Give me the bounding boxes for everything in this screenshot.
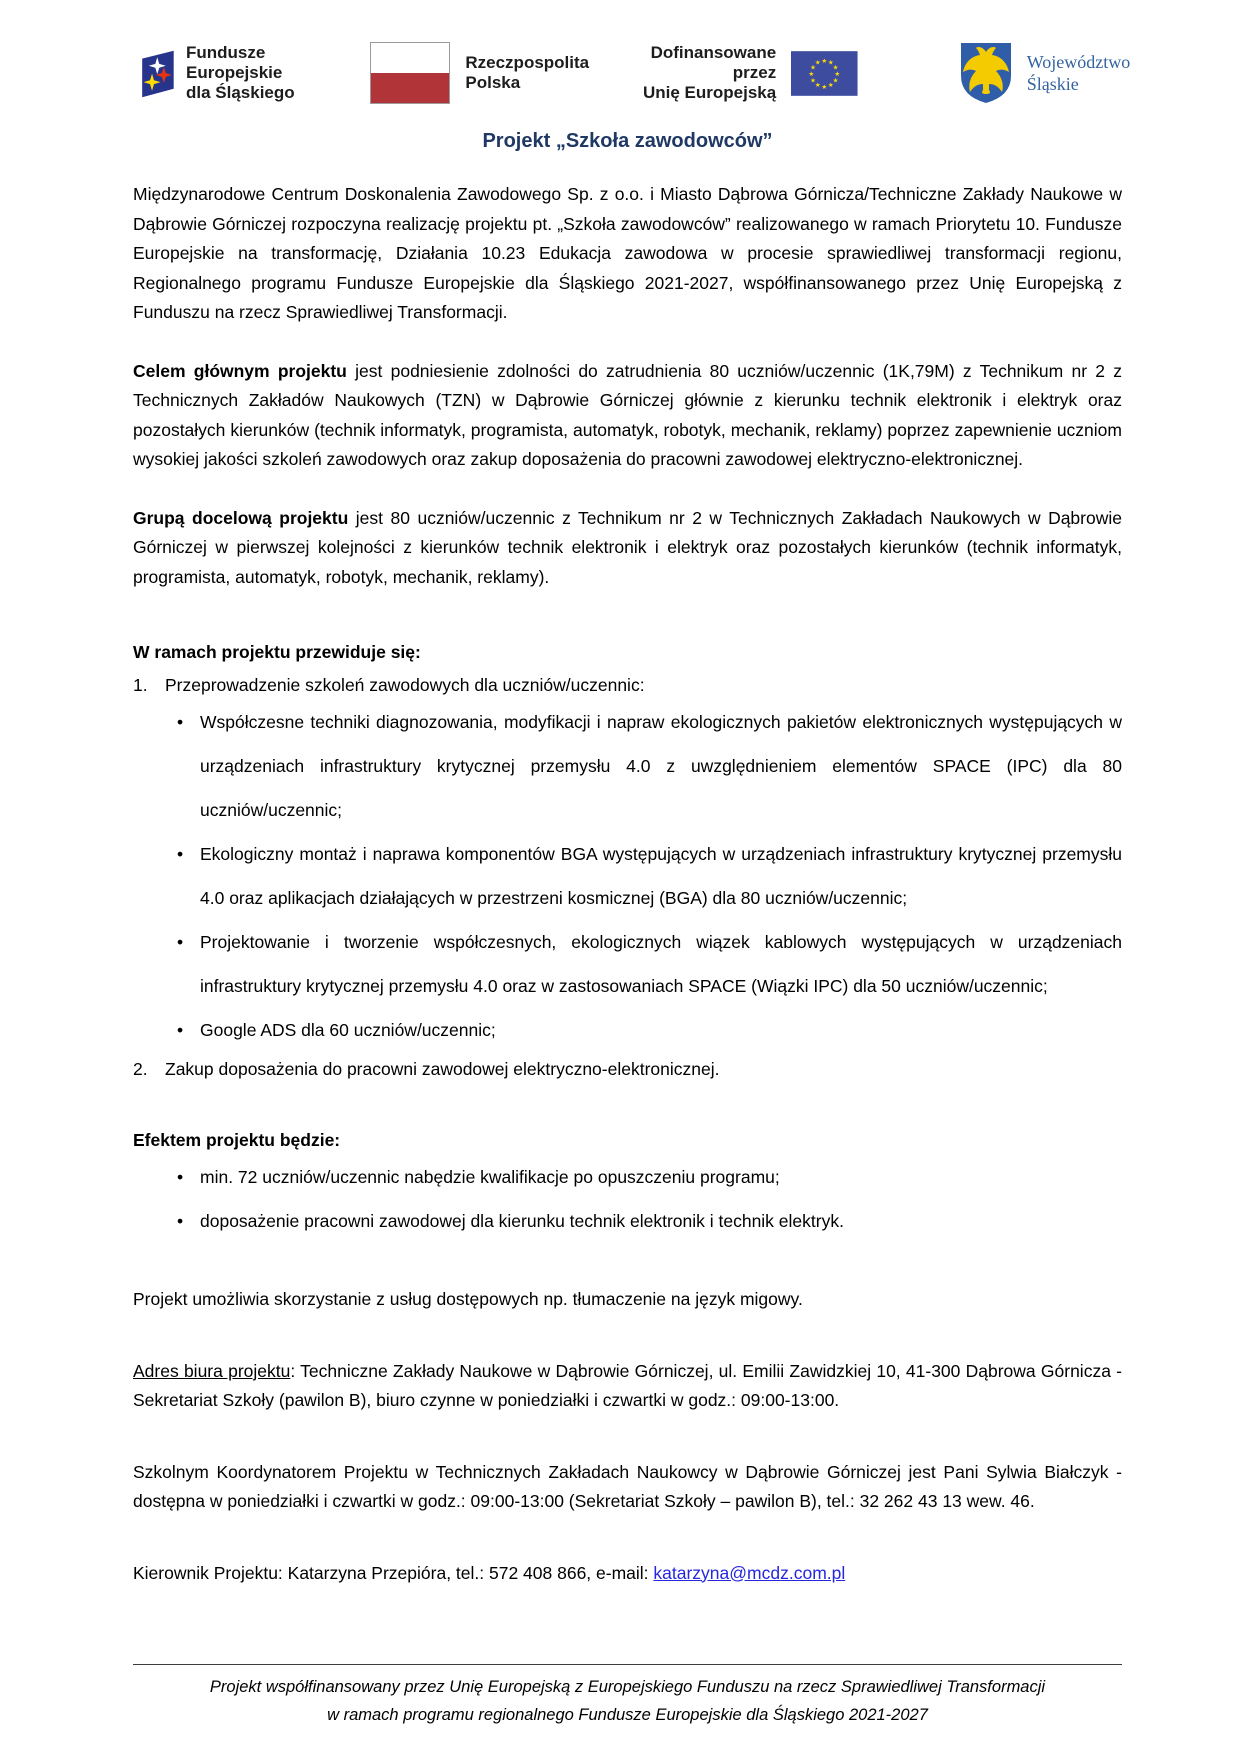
svg-text:★: ★ xyxy=(808,69,815,78)
list-item: • doposażenie pracowni zawodowej dla kierunku technik elektronik i technik elektryk. xyxy=(200,1199,1122,1243)
logo-fundusze-europejskie xyxy=(133,35,304,111)
item-number: 2. xyxy=(133,1058,148,1079)
target-lead: Grupą docelową projektu xyxy=(133,507,349,528)
item-text: Zakup doposażenia do pracowni zawodowej elektryczno-elektronicznej. xyxy=(165,1058,720,1079)
footer-line1: Projekt współfinansowany przez Unię Europejską z Europejskiego Funduszu na rzecz Sprawiedliwej Transformacji xyxy=(209,1678,1046,1696)
eu-label-line1: Dofinansowane przez xyxy=(650,43,777,82)
slaskie-label-line1: Województwo xyxy=(1026,52,1131,72)
address-lead: Adres biura projektu xyxy=(133,1360,291,1381)
fe-label-line2: dla Śląskiego xyxy=(185,83,295,102)
pl-label-line2: Polska xyxy=(465,73,521,92)
email-link[interactable]: katarzyna@mcdz.com.pl xyxy=(653,1562,846,1583)
numbered-item-1 xyxy=(133,670,1122,700)
logo-banner xyxy=(133,30,1131,116)
slaskie-label xyxy=(1027,51,1131,95)
list-item: • Google ADS dla 60 uczniów/uczennic; xyxy=(200,1008,1122,1052)
paragraph-office-address xyxy=(133,1357,1122,1416)
training-bullet-list xyxy=(133,700,1122,1052)
paragraph-coordinator: Szkolnym Koordynatorem Projektu w Technicznych Zakładach Naukowcy w Dąbrowie Górniczej jest Pani Sylwia Białczyk - dostępna w poniedziałki i czwartki w godz.: 09:00-13:00 (Sekretariat Szkoły – pawilon B), tel.: 32 262 43 13 wew. 46. xyxy=(133,1461,1122,1511)
item-number: 1. xyxy=(133,674,148,695)
svg-text:★: ★ xyxy=(810,75,817,84)
paragraph-accessibility: Projekt umożliwia skorzystanie z usług dostępowych np. tłumaczenie na język migowy. xyxy=(133,1289,803,1309)
paragraph-goal xyxy=(133,357,1122,475)
svg-text:★: ★ xyxy=(810,62,817,71)
goal-lead: Celem głównym projektu xyxy=(133,360,347,381)
svg-text:★: ★ xyxy=(815,80,821,89)
slaskie-coat-of-arms-icon xyxy=(958,40,1014,106)
svg-text:★: ★ xyxy=(815,58,821,67)
svg-text:★: ★ xyxy=(834,69,841,78)
poland-flag-icon xyxy=(370,42,450,104)
svg-text:★: ★ xyxy=(821,82,828,91)
fundusze-europejskie-label xyxy=(186,43,304,103)
eu-funding-label xyxy=(635,43,776,103)
logo-eu-funding xyxy=(635,43,858,103)
numbered-item-2 xyxy=(133,1054,1122,1084)
paragraph-target-group xyxy=(133,504,1122,593)
list-item: • min. 72 uczniów/uczennic nabędzie kwalifikacje po opuszczeniu programu; xyxy=(200,1155,1122,1199)
rzeczpospolita-label xyxy=(465,53,589,93)
page-title: Projekt „Szkoła zawodowców” xyxy=(482,130,773,152)
paragraph-intro: Międzynarodowe Centrum Doskonalenia Zawodowego Sp. z o.o. i Miasto Dąbrowa Górnicza/Techniczne Zakłady Naukowe w Dąbrowie Górniczej rozpoczyna realizację projektu pt. „Szkoła zawodowców” realizowanego w ramach Priorytetu 10. Fundusze Europejskie na transformację, Działania 10.23 Edukacja zawodowa w procesie sprawiedliwej transformacji regionu, Regionalnego programu Fundusze Europejskie dla Śląskiego 2021-2027, współfinansowanego przez Unię Europejską z Funduszu na rzecz Sprawiedliwej Transformacji. xyxy=(133,184,1122,322)
logo-wojewodztwo-slaskie xyxy=(958,40,1131,106)
eu-label-line2: Unię Europejską xyxy=(642,83,777,102)
svg-text:★: ★ xyxy=(828,58,834,67)
list-item: • Ekologiczny montaż i naprawa komponentów BGA występujących w urządzeniach infrastruktury krytycznej przemysłu 4.0 oraz aplikacjach działających w przestrzeni kosmicznej (BGA) dla 80 uczniów/uczennic; xyxy=(200,832,1122,920)
target-rest: jest 80 uczniów/uczennic z Technikum nr 2 w Technicznych Zakładach Naukowych w Dąbrowie Górniczej w pierwszej kolejności z kierunków technik elektronik i elektryk oraz pozostałych kierunków (technik informatyk, programista, automatyk, robotyk, mechanik, reklamy). xyxy=(133,507,1122,587)
slaskie-label-line2: Śląskie xyxy=(1026,74,1079,94)
fundusze-europejskie-flag-icon xyxy=(133,35,175,111)
paragraph-manager xyxy=(133,1559,1122,1589)
address-rest: : Techniczne Zakłady Naukowe w Dąbrowie Górniczej, ul. Emilii Zawidzkiej 10, 41-300 Dąbrowa Górnicza - Sekretariat Szkoły (pawilon B), biuro czynne w poniedziałki i czwartki w godz.: 09:00-13:00. xyxy=(133,1360,1122,1410)
eu-flag-icon xyxy=(791,46,858,101)
pl-label-line1: Rzeczpospolita xyxy=(465,53,590,72)
logo-rzeczpospolita-polska xyxy=(370,42,589,104)
list-item: • Współczesne techniki diagnozowania, modyfikacji i napraw ekologicznych pakietów elektronicznych występujących w urządzeniach infrastruktury krytycznej przemysłu 4.0 z uwzględnieniem elementów SPACE (IPC) dla 80 uczniów/uczennic; xyxy=(200,700,1122,832)
svg-text:★: ★ xyxy=(832,62,839,71)
manager-lead: Kierownik Projektu: Katarzyna Przepióra, tel.: 572 408 866, e-mail: xyxy=(133,1562,654,1583)
svg-text:★: ★ xyxy=(832,75,839,84)
list-item: • Projektowanie i tworzenie współczesnych, ekologicznych wiązek kablowych występujących w urządzeniach infrastruktury krytycznej przemysłu 4.0 oraz w zastosowaniach SPACE (Wiązki IPC) dla 50 uczniów/uczennic; xyxy=(200,920,1122,1008)
effects-heading: Efektem projektu będzie: xyxy=(133,1129,341,1150)
svg-text:★: ★ xyxy=(828,80,834,89)
scope-heading: W ramach projektu przewiduje się: xyxy=(133,642,421,662)
goal-rest: jest podniesienie zdolności do zatrudnienia 80 uczniów/uczennic (1K,79M) z Technikum nr 2 z Technicznych Zakładów Naukowych (TZN) w Dąbrowie Górniczej głównie z kierunku technik elektronik i elektryk oraz pozostałych kierunków (technik informatyk, programista, automatyk, robotyk, mechanik, reklamy) poprzez zapewnienie uczniom wysokiej jakości szkoleń zawodowych oraz zakup doposażenia do pracowni zawodowej elektryczno-elektronicznej. xyxy=(133,360,1122,469)
footer-line2: w ramach programu regionalnego Fundusze Europejskie dla Śląskiego 2021-2027 xyxy=(327,1706,928,1724)
svg-text:★: ★ xyxy=(821,56,828,65)
footer-note xyxy=(133,1664,1122,1729)
item-text: Przeprowadzenie szkoleń zawodowych dla uczniów/uczennic: xyxy=(165,674,645,695)
fe-label-line1: Fundusze Europejskie xyxy=(185,43,283,82)
effects-bullet-list xyxy=(133,1155,1122,1243)
